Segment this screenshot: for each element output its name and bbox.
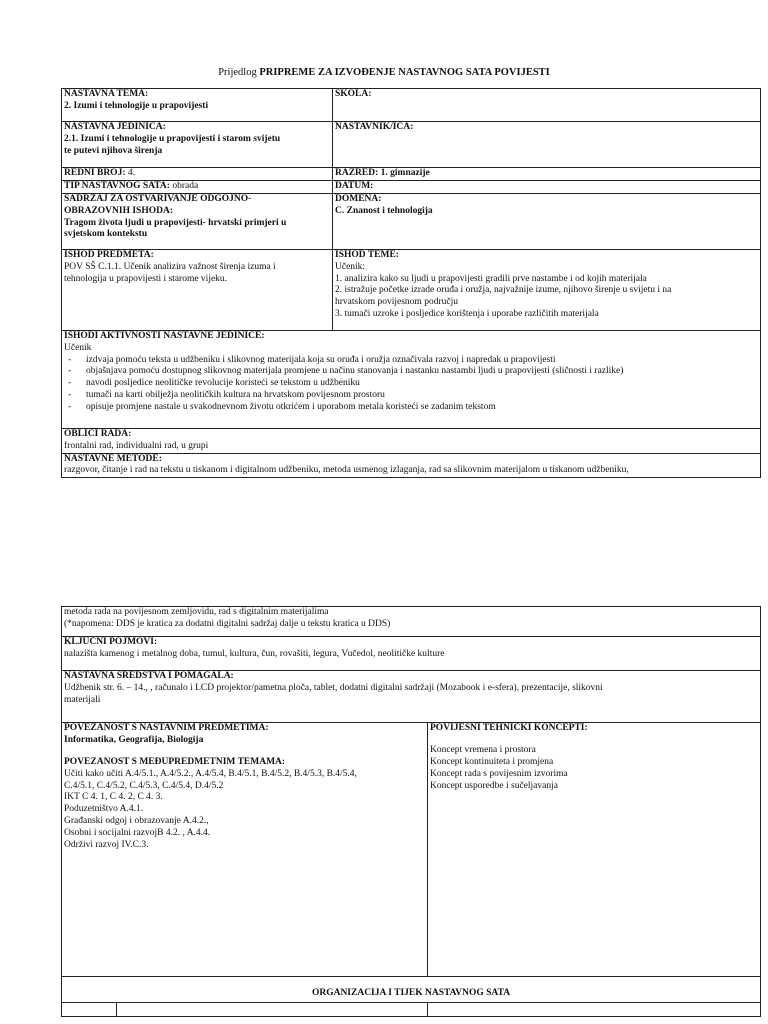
- ishod-predmeta-line-1: POV SŠ C.1.1. Učenik analizira važnost širenja izuma i: [64, 261, 276, 272]
- povezanost-mtp-line: IKT C 4. 1, C 4. 2, C 4. 3.: [64, 792, 163, 803]
- ishod-teme-cell: [333, 249, 761, 330]
- ishod-predmeta-label: ISHOD PREDMETA:: [64, 249, 154, 260]
- ishod-teme-label: ISHOD TEME:: [335, 249, 399, 260]
- ishod-teme-line: 2. istražuje početke izrade oruđa i oružja, najvažnije izume, njihovo širenje u svijetu i na: [335, 285, 672, 296]
- organizacija-label: ORGANIZACIJA I TIJEK NASTAVNOG SATA: [311, 988, 511, 999]
- razred-cell: [333, 168, 761, 181]
- redni-label: REDNI BROJ:: [64, 168, 126, 178]
- oblici-value: frontalni rad, individualni rad, u grupi: [64, 440, 209, 451]
- metode-cell: [62, 453, 761, 478]
- povezanost-mtp-line: Poduzetništvo A.4.1.: [64, 804, 144, 815]
- sadrzaj-value-1: Tragom života ljudi u prapovijesti- hrvatski primjeri u: [64, 217, 287, 228]
- organizacija-col-2: [117, 1003, 428, 1017]
- nastavnik-label: NASTAVNIK/ICA:: [335, 122, 414, 132]
- koncepti-line: Koncept rada s povijesnim izvorima: [430, 768, 568, 779]
- list-item: - tumači na karti obilježja neolitičkih kultura na hrvatskom povijesnom prostoru: [64, 390, 758, 402]
- domena-cell: [333, 193, 761, 249]
- metode-cont-line-2: (*napomena: DDS je kratica za dodatni digitalni sadržaj dalje u tekstu kratica u DDS): [64, 618, 391, 629]
- skola-cell: [333, 89, 761, 122]
- domena-value: C. Znanost i tehnologija: [335, 205, 433, 216]
- jedinica-value-1: 2.1. Izumi i tehnologije u prapovijesti i starom svijetu: [64, 133, 281, 144]
- koncepti-label: POVIJESNI TEHNIČKI KONCEPTI:: [430, 723, 588, 733]
- jedinica-label: NASTAVNA JEDINICA:: [64, 122, 166, 132]
- lesson-plan-table-page1: [61, 88, 761, 478]
- ishodi-aktivnosti-list: [64, 355, 758, 414]
- koncepti-line: Koncept vremena i prostora: [430, 744, 536, 755]
- datum-cell: [333, 180, 761, 193]
- nastavnik-cell: [333, 122, 761, 168]
- pojmovi-cell: [62, 637, 761, 671]
- metode-cont-cell: [62, 607, 761, 637]
- list-item: - objašnjava pomoću dostupnog slikovnog materijala promjene u načinu stanovanja i nastanku nastambi ljudi u prapovijesti (sličnosti i razlike): [64, 366, 758, 378]
- oblici-cell: [62, 428, 761, 453]
- pojmovi-value: nalazišta kamenog i metalnog doba, tumul, kultura, čun, rovašiti, legura, Vučedol, neolitičke kulture: [64, 648, 445, 659]
- tema-cell: [62, 89, 333, 122]
- sredstva-label: NASTAVNA SREDSTVA I POMAGALA:: [64, 671, 234, 681]
- list-item: - opisuje promjene nastale u svakodnevnom životu otkrićem i uporabom metala koristeći se zadanim tekstom: [64, 402, 758, 414]
- ishodi-aktivnosti-cell: [62, 330, 761, 428]
- list-item: - navodi posljedice neolitičke revolucije koristeći se tekstom u udžbeniku: [64, 378, 758, 390]
- ishodi-aktivnosti-intro: Učenik: [64, 342, 92, 353]
- redni-value: 4.: [127, 168, 135, 178]
- povezanost-cell: [62, 723, 428, 977]
- povezanost-mtp-line: Održivi razvoj IV.C.3.: [64, 839, 149, 850]
- tip-value: obrada: [172, 180, 199, 191]
- ishod-teme-line: hrvatskom povijesnom području: [335, 297, 458, 308]
- sredstva-value-2: materijali: [64, 694, 101, 705]
- povezanost-predmeti-value: Informatika, Geografija, Biologija: [64, 734, 204, 745]
- organizacija-col-1: [62, 1003, 117, 1017]
- document-title: [0, 66, 768, 79]
- koncepti-line: Koncept usporedbe i sučeljavanja: [430, 780, 558, 791]
- razred-label: RAZRED:: [335, 168, 379, 178]
- povezanost-predmeti-label: POVEZANOST S NASTAVNIM PREDMETIMA:: [64, 723, 269, 733]
- pojmovi-label: KLJUČNI POJMOVI:: [64, 637, 158, 647]
- tema-value: 2. Izumi i tehnologije u prapovijesti: [64, 100, 209, 111]
- metode-label: NASTAVNE METODE:: [64, 453, 162, 464]
- organizacija-cell: [62, 977, 761, 1003]
- sadrzaj-label-2: OBRAZOVNIH ISHODA:: [64, 205, 173, 216]
- ishod-predmeta-line-2: tehnologija u prapovijesti i starome vijeku.: [64, 273, 228, 284]
- povezanost-mtp-line: Osobni i socijalni razvojB 4.2. , A.4.4.: [64, 828, 211, 838]
- list-item: - izdvaja pomoću teksta u udžbeniku i slikovnog materijala koja su oruđa i oružja označivala razvoj i napredak u prapovijesti: [64, 355, 758, 367]
- povezanost-mtp-line: C.4/5.1, C.4/5.2, C.4/5.3, C.4/5.4, D.4/5.2: [64, 780, 224, 791]
- ishod-teme-line: Učenik:: [335, 261, 366, 272]
- sadrzaj-cell: [62, 193, 333, 249]
- povezanost-mtp-line: Građanski odgoj i obrazovanje A.4.2.,: [64, 816, 209, 827]
- ishod-teme-line: 3. tumači uzroke i posljedice korištenja i uporabe različitih materijala: [335, 309, 599, 320]
- jedinica-value-2: te putevi njihova širenja: [64, 145, 163, 156]
- ishodi-aktivnosti-label: ISHODI AKTIVNOSTI NASTAVNE JEDINICE:: [64, 330, 265, 341]
- koncepti-cell: [428, 723, 761, 977]
- datum-label: DATUM:: [335, 180, 374, 191]
- oblici-label: OBLICI RADA:: [64, 428, 132, 439]
- tip-cell: [62, 180, 333, 193]
- sadrzaj-label-1: SADRŽAJ ZA OSTVARIVANJE ODGOJNO-: [64, 193, 252, 204]
- tema-label: NASTAVNA TEMA:: [64, 89, 149, 99]
- sredstva-value-1: Udžbenik str. 6. – 14., , računalo i LCD projektor/pametna ploča, tablet, dodatni digitalni sadržaji (Mozabook i e-sfera), prezentacije, slikovni: [64, 682, 603, 693]
- koncepti-line: Koncept kontinuiteta i promjena: [430, 756, 554, 767]
- redni-cell: [62, 168, 333, 181]
- povezanost-mtp-line: Učiti kako učiti A.4/5.1., A.4/5.2., A.4/5.4, B.4/5.1, B.4/5.2, B.4/5.3, B.4/5.4,: [64, 768, 357, 779]
- sadrzaj-value-2: svjetskom kontekstu: [64, 229, 148, 240]
- povezanost-mtp-label: POVEZANOST S MEĐUPREDMETNIM TEMAMA:: [64, 756, 286, 767]
- organizacija-col-3: [428, 1003, 761, 1017]
- lesson-plan-table-page2: [61, 606, 761, 1017]
- ishod-teme-line: 1. analizira kako su ljudi u prapovijesti gradili prve nastambe i od kojih materijala: [335, 273, 647, 284]
- jedinica-cell: [62, 122, 333, 168]
- title-prefix: Prijedlog: [218, 67, 257, 78]
- title-main: PRIPREME ZA IZVOĐENJE NASTAVNOG SATA POVIJESTI: [259, 67, 550, 78]
- razred-value: 1. gimnazije: [380, 168, 430, 178]
- ishod-predmeta-cell: [62, 249, 333, 330]
- tip-label: TIP NASTAVNOG SATA:: [64, 180, 170, 191]
- metode-cont-line-1: metoda rada na povijesnom zemljovidu, rad s digitalnim materijalima: [64, 607, 329, 617]
- sredstva-cell: [62, 671, 761, 723]
- skola-label: ŠKOLA:: [335, 89, 372, 99]
- domena-label: DOMENA:: [335, 193, 382, 204]
- metode-value: razgovor, čitanje i rad na tekstu u tiskanom i digitalnom udžbeniku, metoda usmenog izlaganja, rad sa slikovnim materijalom u tiskanom udžbeniku,: [64, 465, 629, 476]
